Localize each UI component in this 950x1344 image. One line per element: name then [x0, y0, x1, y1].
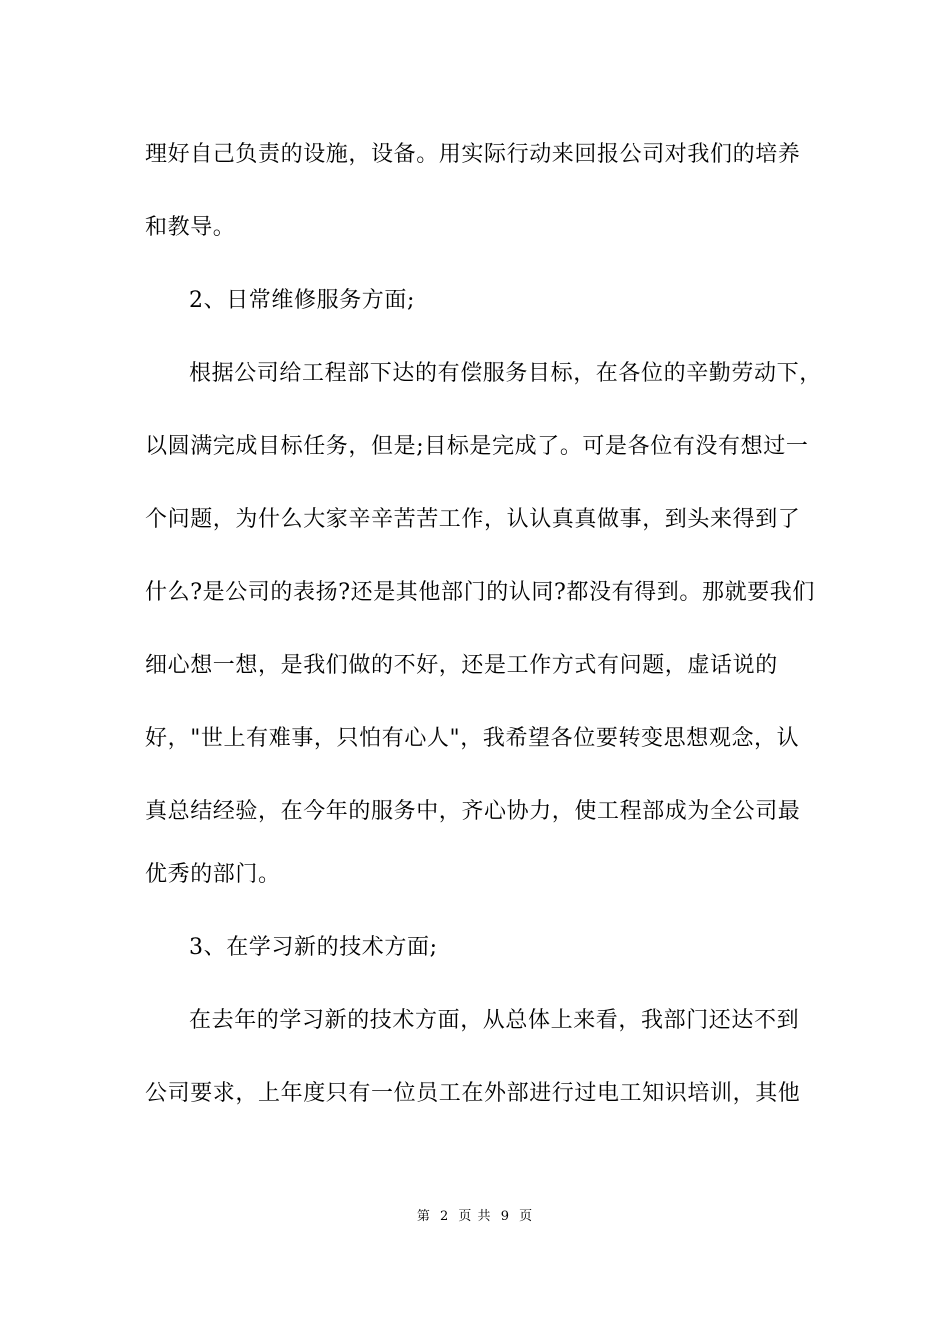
text-line: 以圆满完成目标任务，但是;目标是完成了。可是各位有没有想过一 [145, 434, 809, 459]
text-line: 什么?是公司的表扬?还是其他部门的认同?都没有得到。那就要我们 [145, 580, 815, 605]
text-line: 公司要求，上年度只有一位员工在外部进行过电工知识培训，其他 [145, 1081, 801, 1106]
section-heading: 2、日常维修服务方面; [189, 288, 416, 313]
text-line: 细心想一想，是我们做的不好，还是工作方式有问题，虚话说的 [145, 653, 778, 678]
page-footer [0, 1208, 950, 1226]
text-line: 和教导。 [145, 215, 236, 240]
text-line: 根据公司给工程部下达的有偿服务目标，在各位的辛勤劳动下， [189, 361, 822, 386]
footer-suffix: 页 [519, 1209, 534, 1224]
text-line: 个问题，为什么大家辛辛苦苦工作，认认真真做事，到头来得到了 [145, 507, 801, 532]
text-line: 优秀的部门。 [145, 862, 281, 887]
text-line: 在去年的学习新的技术方面，从总体上来看，我部门还达不到 [189, 1008, 800, 1033]
section-heading: 3、在学习新的技术方面; [189, 935, 438, 960]
footer-total-pages: 9 [500, 1209, 510, 1224]
text-line: 真总结经验，在今年的服务中，齐心协力，使工程部成为全公司最 [145, 799, 801, 824]
text-line: 好，"世上有难事，只怕有心人"，我希望各位要转变思想观念，认 [145, 726, 800, 751]
footer-middle: 页 共 [458, 1209, 492, 1224]
footer-current-page: 2 [440, 1209, 450, 1224]
text-line: 理好自己负责的设施，设备。用实际行动来回报公司对我们的培养 [145, 142, 801, 167]
footer-prefix: 第 [416, 1209, 431, 1224]
